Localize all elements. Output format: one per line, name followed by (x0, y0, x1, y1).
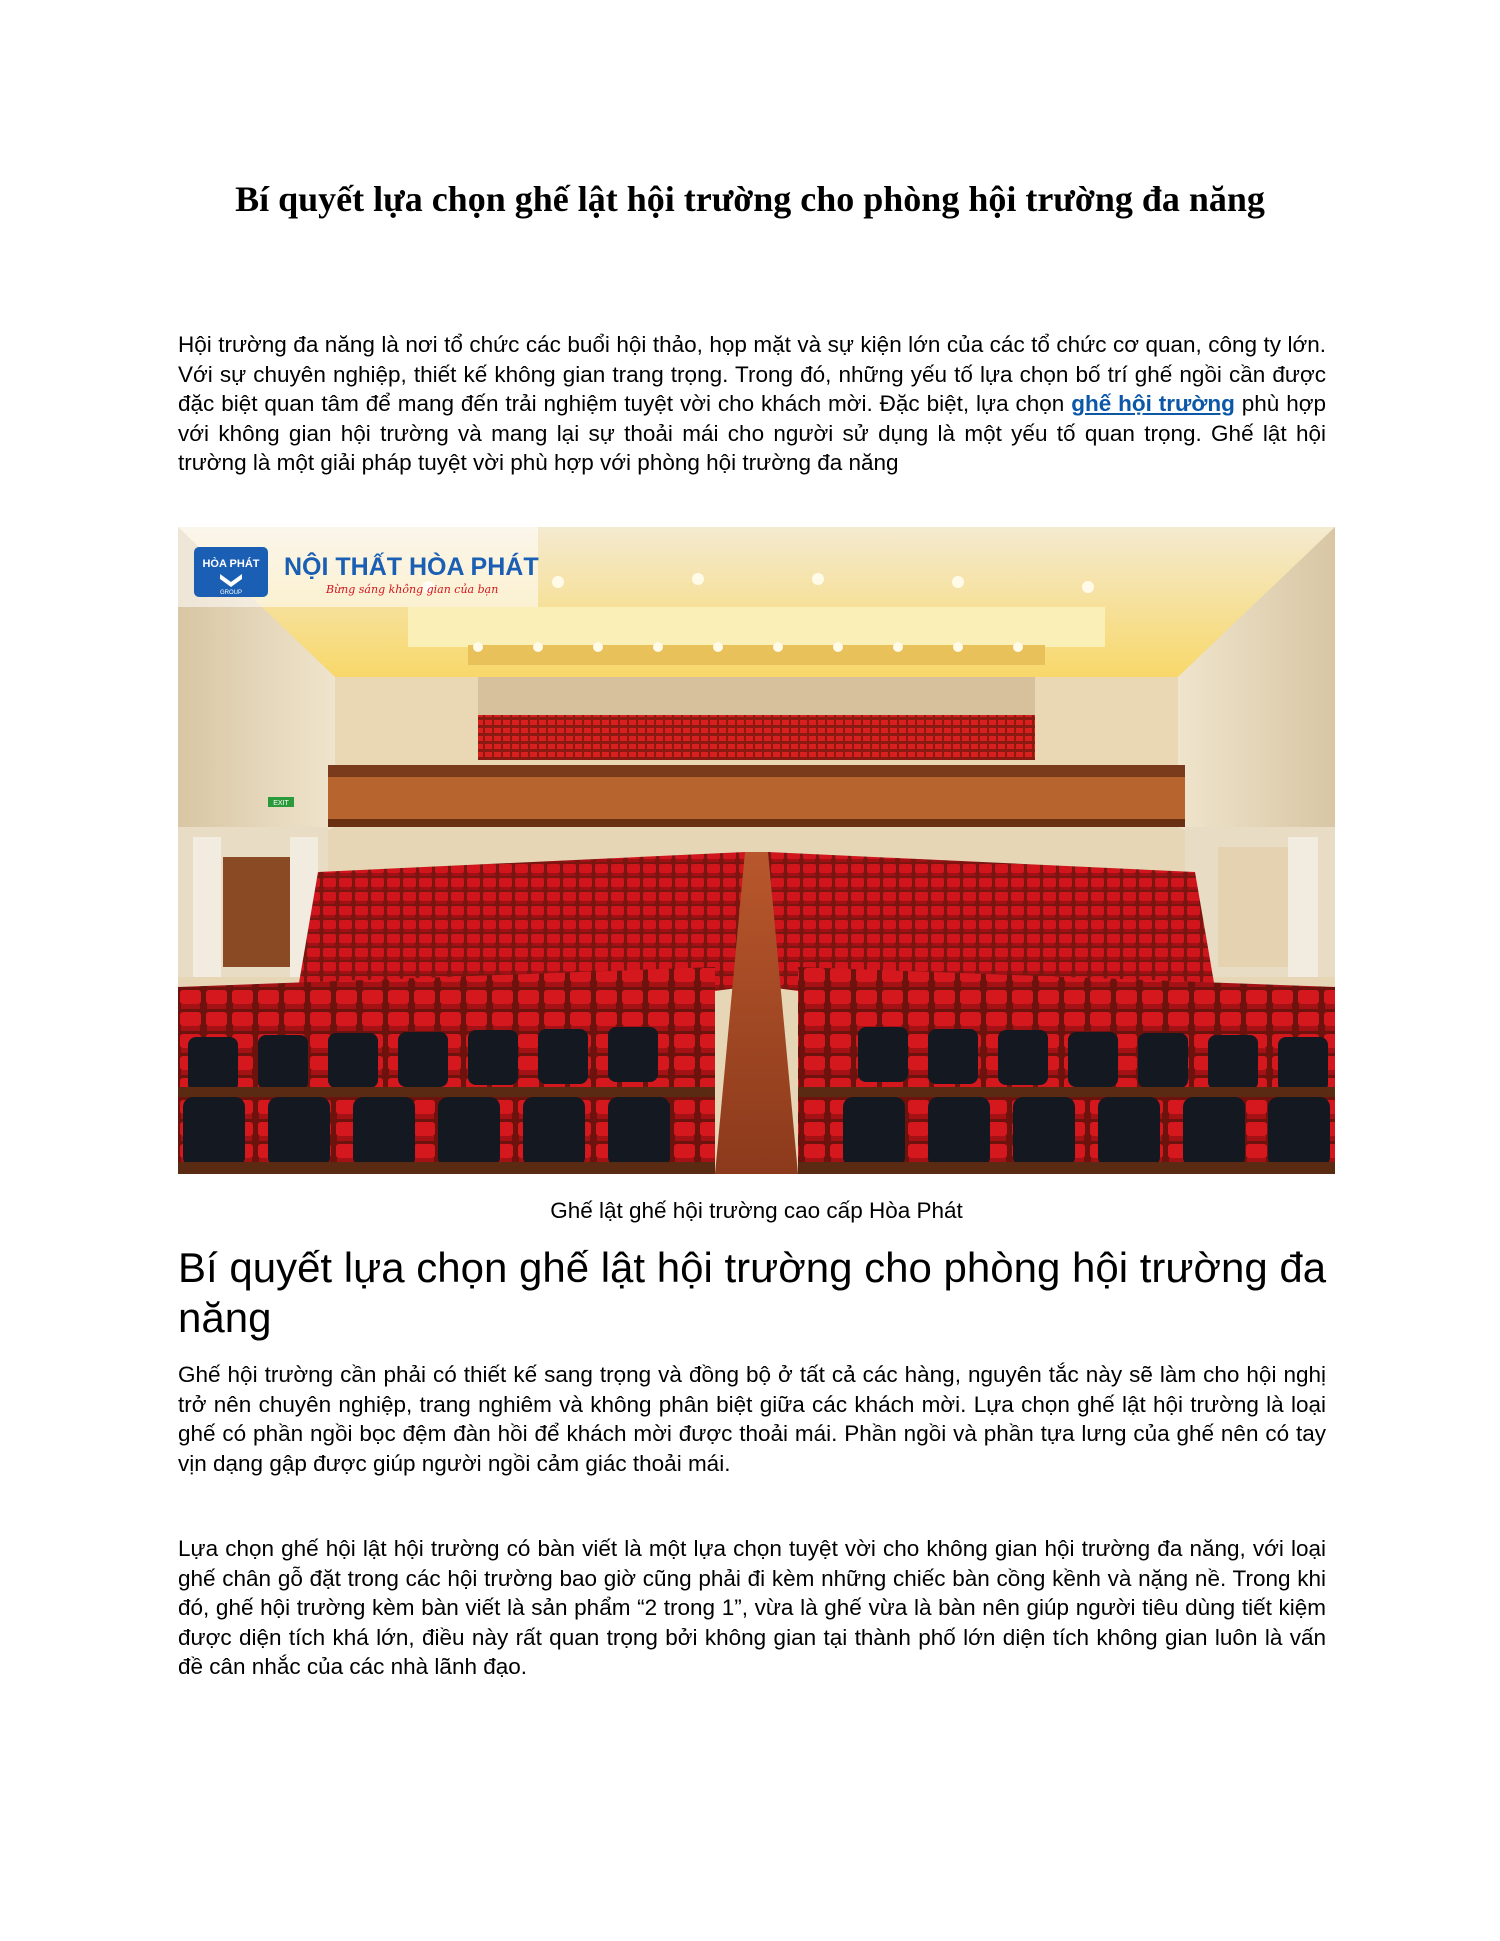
intro-text-before-link: Hội trường đa năng là nơi tổ chức các buổi hội thảo, họp mặt và sự kiện lớn của các tổ chức cơ quan, công ty lớn. Với sự chuyên nghiệp, thiết kế không gian trang trọng. Trong đó, những yếu tố lựa chọn bố trí ghế ngồi cần được đặc biệt quan tâm để mang đến trải nghiệm tuyệt vời cho khách mời. Đặc biệt, lựa chọn (178, 332, 1326, 416)
image-caption: Ghế lật ghế hội trường cao cấp Hòa Phát (550, 1198, 963, 1223)
ghe-hoi-truong-link[interactable]: ghế hội trường (1071, 391, 1235, 416)
logo-slogan: Bừng sáng không gian của bạn (326, 583, 499, 596)
paragraph-2: Ghế hội trường cần phải có thiết kế sang trọng và đồng bộ ở tất cả các hàng, nguyên tắc này sẽ làm cho hội nghị trở nên chuyên nghiệp, trang nghiêm và không phân biệt giữa các khách mời. Lựa chọn ghế lật hội trường là loại ghế có phần ngồi bọc đệm đàn hồi để khách mời được thoải mái. Phần ngồi và phần tựa lưng của ghế nên có tay vịn dạng gập được giúp người ngồi cảm giác thoải mái. (178, 1362, 1326, 1476)
logo-badge-text: HÒA PHÁT (202, 558, 260, 570)
document-title: Bí quyết lựa chọn ghế lật hội trường cho phòng hội trường đa năng (235, 179, 1265, 219)
paragraph-3: Lựa chọn ghế hội lật hội trường có bàn viết là một lựa chọn tuyệt vời cho không gian hội trường đa năng, với loại ghế chân gỗ đặt trong các hội trường bao giờ cũng phải đi kèm những chiếc bàn cồng kềnh và nặng nề. Trong khi đó, ghế hội trường kèm bàn viết là sản phẩm “2 trong 1”, vừa là ghế vừa là bàn nên giúp người tiêu dùng tiết kiệm được diện tích khá lớn, điều này rất quan trọng bởi không gian tại thành phố lớn diện tích không gian luôn là vấn đề cân nhắc của các nhà lãnh đạo. (178, 1536, 1326, 1679)
logo-brand-name: NỘI THẤT HÒA PHÁT (284, 553, 539, 581)
auditorium-photo (178, 527, 1335, 1174)
logo-badge-subtext: GROUP (219, 590, 243, 596)
intro-text-after-link: phù hợp với không gian hội trường và mang lại sự thoải mái cho người sử dụng là một yếu tố quan trọng. Ghế lật hội trường là một giải pháp tuyệt vời phù hợp với phòng hội trường đa năng (178, 391, 1326, 475)
exit-sign: EXIT (273, 800, 289, 807)
intro-paragraph (178, 330, 1326, 478)
section-heading: Bí quyết lựa chọn ghế lật hội trường cho phòng hội trường đa năng (178, 1244, 1327, 1341)
